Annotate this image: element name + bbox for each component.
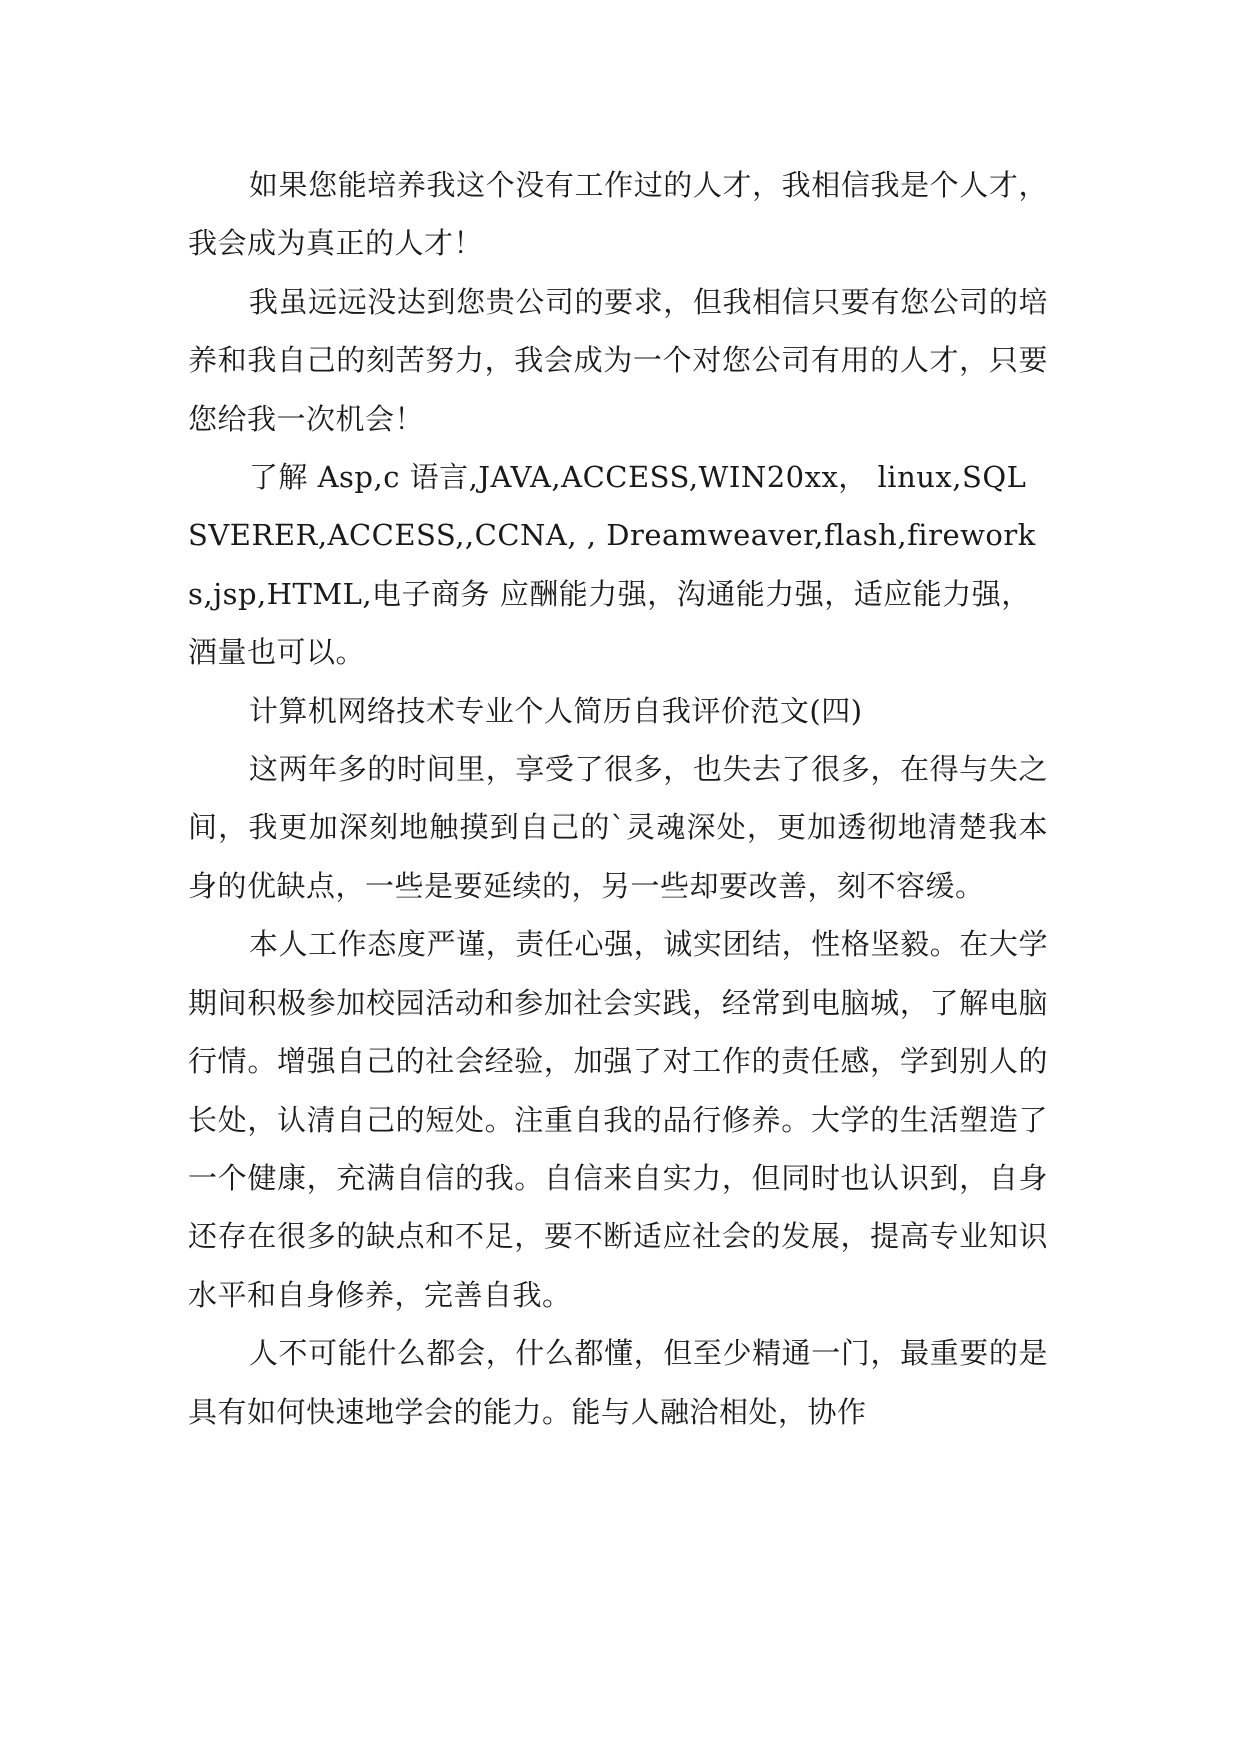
document-body	[188, 156, 1048, 1441]
paragraph-learning-ability: 人不可能什么都会，什么都懂，但至少精通一门，最重要的是具有如何快速地学会的能力。能与人融洽相处，协作	[188, 1336, 1048, 1429]
paragraph-work-attitude: 本人工作态度严谨，责任心强，诚实团结，性格坚毅。在大学期间积极参加校园活动和参加社会实践，经常到电脑城，了解电脑行情。增强自己的社会经验，加强了对工作的责任感，学到别人的长处，认清自己的短处。注重自我的品行修养。大学的生活塑造了一个健康，充满自信的我。自信来自实力，但同时也认识到，自身还存在很多的缺点和不足，要不断适应社会的发展，提高专业知识水平和自身修养，完善自我。	[188, 927, 1048, 1312]
paragraph-company-requirements: 我虽远远没达到您贵公司的要求，但我相信只要有您公司的培养和我自己的刻苦努力，我会成为一个对您公司有用的人才，只要您给我一次机会！	[188, 284, 1048, 436]
paragraph-two-years: 这两年多的时间里，享受了很多，也失去了很多，在得与失之间，我更加深刻地触摸到自己的`灵魂深处，更加透彻地清楚我本身的优缺点，一些是要延续的，另一些却要改善，刻不容缓。	[188, 752, 1048, 903]
paragraph-skills-list: 了解 Asp,c 语言,JAVA,ACCESS,WIN20xx， linux,SQL SVERER,ACCESS,,CCNA, , Dreamweaver,flash,fireworks,jsp,HTML,电子商务 应酬能力强，沟通能力强，适应能力强，酒量也可以。	[188, 460, 1036, 670]
paragraph-talent-hope: 如果您能培养我这个没有工作过的人才，我相信我是个人才，我会成为真正的人才！	[188, 168, 1048, 261]
section-heading: 计算机网络技术专业个人简历自我评价范文(四)	[248, 693, 863, 728]
